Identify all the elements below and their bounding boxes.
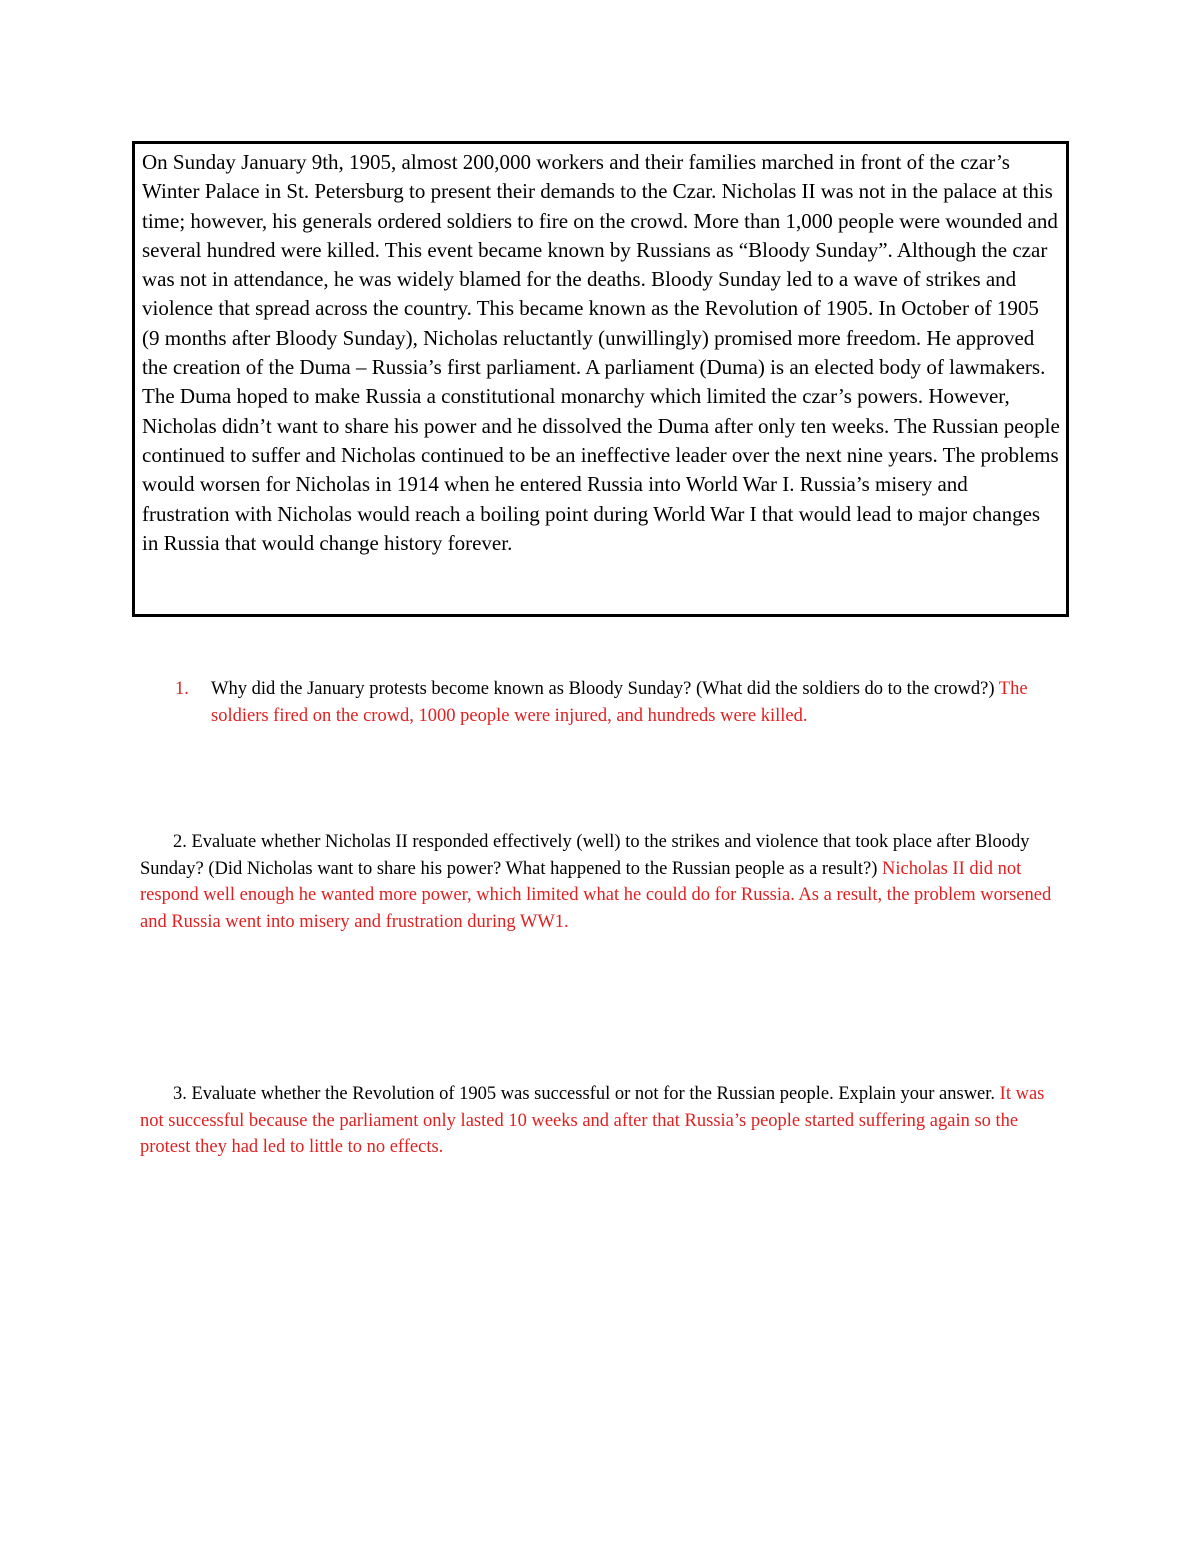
question-3-answer: It was not successful because the parliament only lasted 10 weeks and after that Russia’s people started suffering again so the protest they had led to little to no effects. xyxy=(140,1084,1045,1157)
question-2-number: 2. xyxy=(173,832,187,852)
question-3-prompt: Evaluate whether the Revolution of 1905 was successful or not for the Russian people. Explain your answer. xyxy=(191,1084,1000,1104)
question-2 xyxy=(140,829,1060,935)
reading-passage-box xyxy=(132,141,1069,617)
question-2-prompt: Evaluate whether Nicholas II responded effectively (well) to the strikes and violence that took place after Bloody Sunday? (Did Nicholas want to share his power? What happened to the Russian people as a result?) xyxy=(140,832,1030,879)
question-1-body xyxy=(211,676,1065,729)
question-1-number: 1. xyxy=(175,679,189,699)
question-3-number: 3. xyxy=(173,1084,187,1104)
question-1-prompt: Why did the January protests become known as Bloody Sunday? (What did the soldiers do to the crowd?) xyxy=(211,679,999,699)
question-2-answer: Nicholas II did not respond well enough he wanted more power, which limited what he could do for Russia. As a result, the problem worsened and Russia went into misery and frustration during WW1. xyxy=(140,858,1052,932)
question-1-answer: The soldiers fired on the crowd, 1000 people were injured, and hundreds were killed. xyxy=(211,679,1028,726)
question-1 xyxy=(175,676,1065,729)
question-3 xyxy=(140,1081,1060,1161)
reading-passage-text: On Sunday January 9th, 1905, almost 200,000 workers and their families marched in front of the czar’s Winter Palace in St. Petersburg to present their demands to the Czar. Nicholas II was not in the palace at this time; however, his generals ordered soldiers to fire on the crowd. More than 1,000 people were wounded and several hundred were killed. This event became known by Russians as “Bloody Sunday”. Although the czar was not in attendance, he was widely blamed for the deaths. Bloody Sunday led to a wave of strikes and violence that spread across the country. This became known as the Revolution of 1905. In October of 1905 (9 months after Bloody Sunday), Nicholas reluctantly (unwillingly) promised more freedom. He approved the creation of the Duma – Russia’s first parliament. A parliament (Duma) is an elected body of lawmakers. The Duma hoped to make Russia a constitutional monarchy which limited the czar’s powers. However, Nicholas didn’t want to share his power and he dissolved the Duma after only ten weeks. The Russian people continued to suffer and Nicholas continued to be an ineffective leader over the next nine years. The problems would worsen for Nicholas in 1914 when he entered Russia into World War I. Russia’s misery and frustration with Nicholas would reach a boiling point during World War I that would lead to major changes in Russia that would change history forever. xyxy=(142,150,1060,555)
